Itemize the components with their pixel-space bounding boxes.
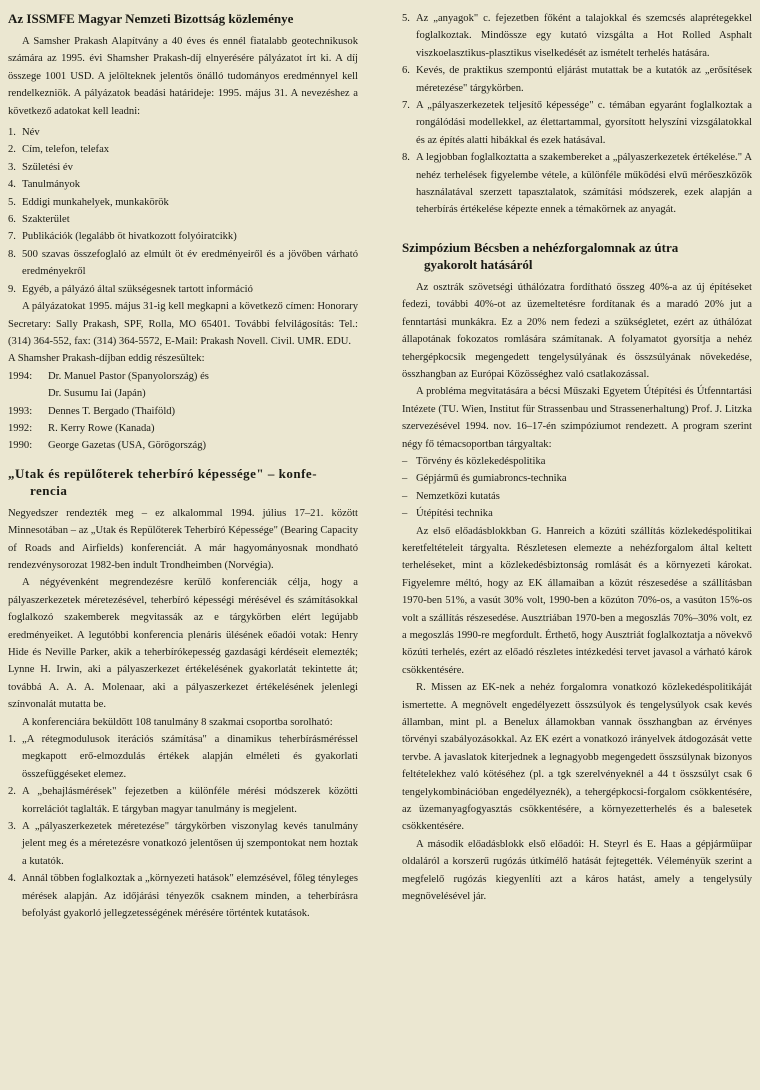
list-item: 5. Az „anyagok" c. fejezetben főként a talajokkal és szemcsés alaprétegekkel foglalkoztak. Mindössze egy kutató vizsgálta a Hot Rolled Asphalt viszkoelasztikus-plasztikus viselkedését az ismételt terhelés hatására. <box>402 13 752 59</box>
paragraph: Az osztrák szövetségi úthálózatra fordítható összeg 40%-a az új építéseket fedezi, további 40%-ot az üzemeltetésre fordítanak és a maradó 20% jut a fenntartási munkákra. Ez a 20% nem fedezi a szükségletet, ezért az úthálózat állapotának fokozatos romlására számítanak. A folyamatot gyorsítja a nehéz tehergépkocsik megengedett tengelysúlyának és összsúlyának növekedése, összhangban az Európai Közösséghez való csatlakozással. <box>402 281 752 380</box>
list-item: 9. Egyéb, a pályázó által szükségesnek tartott információ <box>8 283 253 295</box>
list-item: 2. Cím, telefon, telefax <box>8 144 110 156</box>
left-column <box>8 10 358 923</box>
list-item: 6. Kevés, de praktikus szempontú eljárást mutattak be a kutatók az „erősítések méretezése" tárgykörben. <box>402 65 752 94</box>
paragraph: A Samsher Prakash Alapítvány a 40 éves és ennél fiatalabb geotechnikusok számára az 1995. évi Shamsher Prakash-díj elnyerésére pályázatot írt ki. A díj összege 1001 USD. A jelölteknek jelentős önálló tudományos eredménnyel kell rendelkezniök. A pályázatok beadási határideje: 1995. május 31. A nevezéshez a következő adatokat kell leadni: <box>8 36 358 117</box>
list-item: 1. „A rétegmodulusok iterációs számítása" a dinamikus teherbírásméréssel megkapott erő-elmozdulás értékek alapján elméleti és gyakorlati összefüggéseket elemez. <box>8 734 358 780</box>
list-item: 2. A „behajlásmérések" fejezetben a különféle mérési módszerek közötti korrelációt taglalták. E tárgyban magyar tanulmány is megjelent. <box>8 786 358 815</box>
paragraph: A négyévenként megrendezésre kerülő konferenciák célja, hogy a pályaszerkezetek méretezésével, teherbíró képességi mérésével és számításokkal foglalkozó szakemberek megvitassák az e tárgykörben elért legújabb eredményeiket. A legutóbbi konferencia plenáris ülésének eőadói votak: Henry Hide és Neville Parker, akik a teherbírókepesség gazdasági kérdéseit elemezték; Lynne H. Irwin, aki a pályaszerkezet értékelésének gyakorlatát tekintette át; továbbá A. A. A. Molenaar, aki a pályaszerkezet értékelésének jelenlegi színvonalát mutatta be. <box>8 577 358 711</box>
list-item: 8. A legjobban foglalkoztatta a szakembereket a „pályaszerkezetek értékelése." A nehéz terhelések figyelembe vétele, a különféle működési elvű mérőeszközök használatával szerzett tapasztalatok, számítási módszerek, ezek alapján a teherbírás értékelése képezte ennek a témakörnek az anyagát. <box>402 152 752 216</box>
list-item: 1. Név <box>8 127 40 139</box>
list-item: 7. Publikációk (legalább öt hivatkozott folyóiratcikk) <box>8 231 237 243</box>
laureate-name: George Gazetas (USA, Görögország) <box>48 440 207 452</box>
laureate-year <box>8 385 48 402</box>
paragraph: A konferenciára beküldött 108 tanulmány 8 szakmai csoportba sorolható: <box>22 716 333 728</box>
paragraph: A Shamsher Prakash-díjban eddig részesültek: <box>8 353 205 365</box>
laureate-year: 1992: <box>8 422 33 434</box>
paragraph: Negyedszer rendezték meg – ez alkalommal 1994. július 17–21. között Minnesotában – az „Utak és Repülőterek Teherbíró Képessége" (Bearing Capacity of Roads and Airfields) konferenciát. A már hagyományosnak mondható rendezvénysorozat 1982-ben indult Trondheimben (Norvégia). <box>8 507 358 571</box>
laureate-year: 1993: <box>8 405 33 417</box>
topic-groups-list <box>8 731 358 922</box>
theme-groups-list <box>402 453 752 523</box>
laureate-name: Dennes T. Bergado (Thaiföld) <box>48 405 176 417</box>
list-item: 4. Annál többen foglalkoztak a „környezeti hatások" elemzésével, főleg tényleges mérések alapján. Az időjárási tényezők csaknem minden, a teherbírásra befolyást gyakorló jellegzetességének mérésére történtek kutatások. <box>8 873 358 920</box>
section-title-symposium: Szimpózium Bécsben a nehézforgalomnak az útra gyakorolt hatásáról <box>402 239 679 272</box>
laureate-name: Dr. Manuel Pastor (Spanyolország) és <box>48 370 209 382</box>
list-item: – Nemzetközi kutatás <box>402 490 500 502</box>
list-item: – Gépjármű és gumiabroncs-technika <box>402 473 567 485</box>
list-item: 6. Szakterület <box>8 214 70 226</box>
laureate-name: Dr. Susumu Iai (Japán) <box>48 388 146 400</box>
section-title-issmfe: Az ISSMFE Magyar Nemzeti Bizottság közleménye <box>8 11 294 26</box>
list-item: – Útépítési technika <box>402 508 493 520</box>
list-item: 5. Eddigi munkahelyek, munkakörök <box>8 196 169 208</box>
list-item: 7. A „pályaszerkezetek teljesítő képessége" c. témában egyaránt foglalkoztak a rongálódási modellekkel, az élettartammal, gyorsított helyszíni vizsgálatokkal és az építés alatti hibákkal és ezek hatásával. <box>402 100 752 146</box>
paragraph: A probléma megvitatására a bécsi Műszaki Egyetem Útépítési és Útfenntartási Intézete (TU. Wien, Institut für Strassenbau und Strassenerhaltung) Prof. J. Litzka szervezésével 1994. nov. 16–17-én szimpóziumot rendezett. A program szerint négy fő témacsoportban tárgyaltak: <box>402 386 752 450</box>
list-item: 3. Születési év <box>8 161 73 173</box>
laureate-year: 1994: <box>8 370 33 382</box>
paragraph: A második előadásblokk első előadói: H. Steyrl és E. Haas a gépjárműipar oldaláról a korszerű rugózás útkímélő hatását fejtegették. Véleményük szerint a megfelelő rugózás kiegyenlíti azt a káros hatást, amely a tengelysúly megnövelésével jár. <box>402 838 752 903</box>
right-column <box>402 10 752 906</box>
paragraph: Az első előadásblokkban G. Hanreich a közúti szállítás közlekedéspolitikai keretfeltételeit tárgyalta. Részletesen elemezte a nehézforgalom által keltett terheléseket, mint a közlekedésbiztonság romlását és a környezeti károkat. Figyelemre méltó, hogy az EK államaiban a közút részesedése a szállításban 1970-ben 51%, a vasút 30% volt, 1990-ben a közúton 70%-os, a vasúton 15%-os volt a szállítás részesedése. Ausztriában 1970-ben a megoszlás 70%–30% volt, ez a megoszlás 1990-re megfordult. Érthető, hogy Ausztriát foglalkoztatja a növekvő közúti terhelés, ezért az előadó részletes intézkedési tervet javasol a várható károk csökkentésére. <box>402 525 752 676</box>
topic-groups-list-continued <box>402 10 752 219</box>
laureates-list <box>8 368 358 455</box>
laureate-year: 1990: <box>8 440 33 452</box>
paragraph: A pályázatokat 1995. május 31-ig kell megkapni a következő címen: Honorary Secretary: Sally Prakash, SPF, Rolla, MO 65401. További felvilágosítás: Tel.: (314) 364-552, fax: (314) 364-5572, E-Mail: Prakash Novell. Civil. UMR. EDU. <box>8 301 358 347</box>
list-item: 3. A „pályaszerkezetek méretezése" tárgykörben viszonylag kevés tanulmány jelent meg és a méretezésre vonatkozó jelentősen új szempontokat nem hoztak a kutatók. <box>8 821 358 867</box>
laureate-name: R. Kerry Rowe (Kanada) <box>48 422 155 434</box>
list-item: – Törvény és közlekedéspolitika <box>402 455 546 467</box>
list-item: 8. 500 szavas összefoglaló az elmúlt öt év eredményeiről és a jövőben várható eredményekről <box>8 248 358 278</box>
paragraph: R. Missen az EK-nek a nehéz forgalomra vonatkozó közlekedéspolitikáját ismertette. A megnövelt engedélyezett összsúlyok és tengelysúlyok csak kevés államban, mint pl. a Benelux államokban vannak összhangban az érvényes törvényi szabályozásokkal. Az EK ezért a vonatkozó irányelvek átdogozását vette tervbe. A javaslatok kiterjednek a legnagyobb megengedett összsúlynak bizonyos feltételekhez való kötéséhez (pl. a tgk szerelvényeknél a 44 t összsúlyt csak 6 tengelykombinációban engedélyeznék), a tehergépkocsi-forgalom csökkentésére, az üzemanyagfogyasztás csökkentésére, a környezetterhelés és a balesetek csökkentésére. <box>402 682 752 833</box>
list-item: 4. Tanulmányok <box>8 179 81 191</box>
required-data-list <box>8 124 358 298</box>
section-title-conference: „Utak és repülőterek teherbíró képessége" – konfe- rencia <box>8 465 318 498</box>
